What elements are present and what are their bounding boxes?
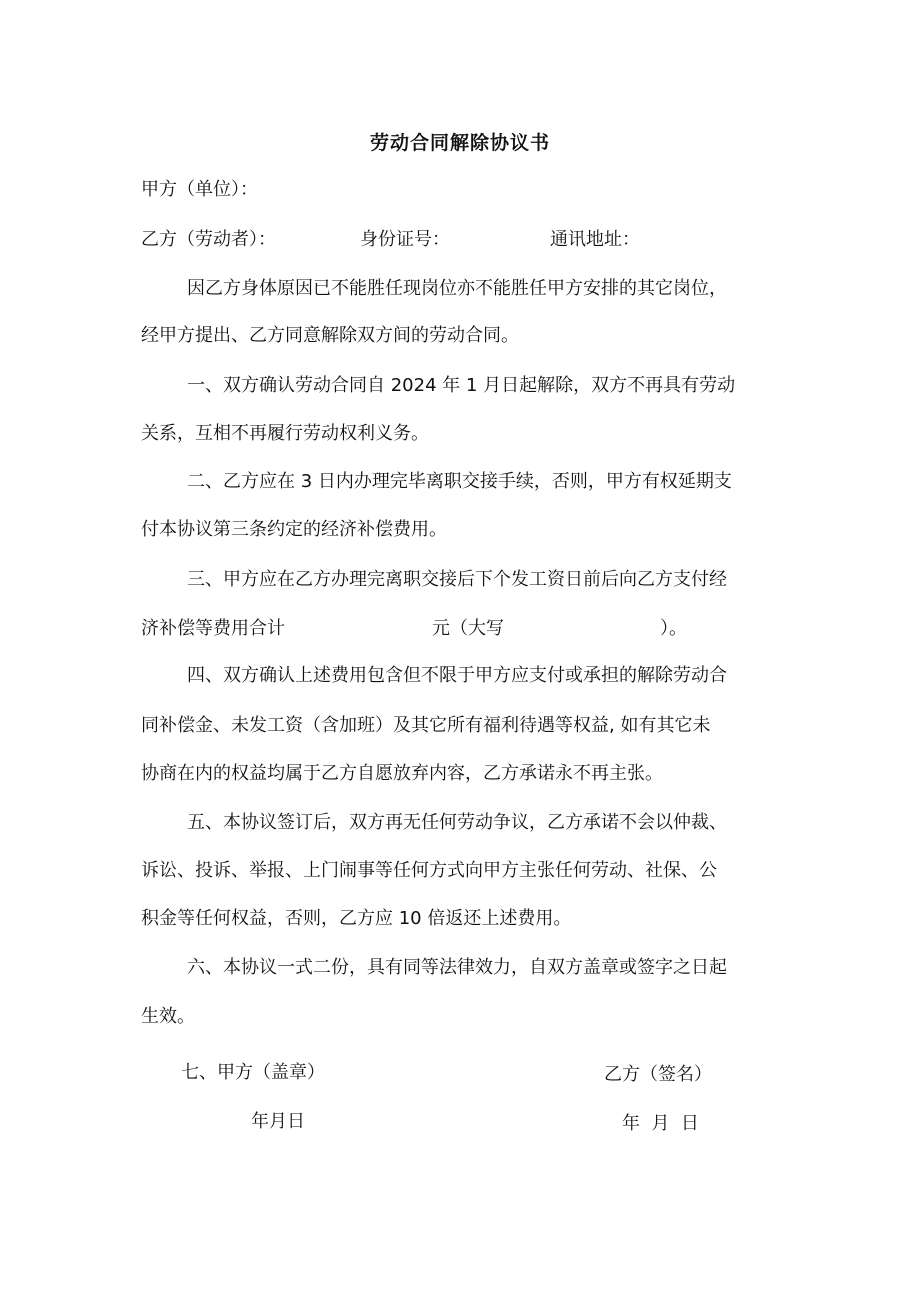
clause1-line-2: 关系，互相不再履行劳动权利义务。 bbox=[141, 423, 429, 444]
clause4-line-2: 同补偿金、未发工资（含加班）及其它所有福利待遇等权益, 如有其它未 bbox=[141, 715, 711, 736]
intro-line-1: 因乙方身体原因已不能胜任现岗位亦不能胜任甲方安排的其它岗位， bbox=[187, 278, 727, 299]
clause2-line-2: 付本协议第三条约定的经济补偿费用。 bbox=[141, 519, 447, 540]
clause5-line-1: 五、本协议签订后，双方再无任何劳动争议，乙方承诺不会以仲裁、 bbox=[187, 812, 727, 833]
party-a-seal-label: 七、甲方（盖章） bbox=[181, 1062, 325, 1083]
clause3-amount-words-label: 元（大写 bbox=[432, 618, 504, 639]
clause4-line-1: 四、双方确认上述费用包含但不限于甲方应支付或承担的解除劳动合 bbox=[187, 665, 727, 686]
party-b-label: 乙方（劳动者）： bbox=[141, 229, 276, 250]
clause3-total-label: 济补偿等费用合计 bbox=[141, 618, 285, 639]
id-number-label: 身份证号： bbox=[360, 229, 450, 250]
clause4-line-3: 协商在内的权益均属于乙方自愿放弃内容，乙方承诺永不再主张。 bbox=[141, 763, 663, 784]
clause5-line-2: 诉讼、投诉、举报、上门闹事等任何方式向甲方主张任何劳动、社保、公 bbox=[141, 860, 717, 881]
clause6-line-2: 生效。 bbox=[141, 1006, 195, 1027]
party-b-date: 年 月 日 bbox=[622, 1113, 699, 1134]
clause6-line-1: 六、本协议一式二份，具有同等法律效力，自双方盖章或签字之日起 bbox=[187, 957, 727, 978]
clause5-line-3: 积金等任何权益，否则，乙方应 10 倍返还上述费用。 bbox=[141, 908, 572, 929]
clause1-line-1: 一、双方确认劳动合同自 2024 年 1 月日起解除，双方不再具有劳动 bbox=[187, 375, 736, 396]
clause3-closing: ）。 bbox=[660, 618, 687, 639]
party-b-signature-label: 乙方（签名） bbox=[604, 1064, 712, 1085]
address-label: 通讯地址： bbox=[550, 229, 640, 250]
intro-line-2: 经甲方提出、乙方同意解除双方间的劳动合同。 bbox=[141, 325, 519, 346]
document-title: 劳动合同解除协议书 bbox=[369, 132, 550, 154]
party-a-label: 甲方（单位）： bbox=[141, 179, 258, 200]
party-a-date: 年月日 bbox=[251, 1111, 305, 1132]
clause2-line-1: 二、乙方应在 3 日内办理完毕离职交接手续，否则，甲方有权延期支 bbox=[187, 471, 732, 492]
clause3-line-1: 三、甲方应在乙方办理完离职交接后下个发工资日前后向乙方支付经 bbox=[187, 569, 727, 590]
